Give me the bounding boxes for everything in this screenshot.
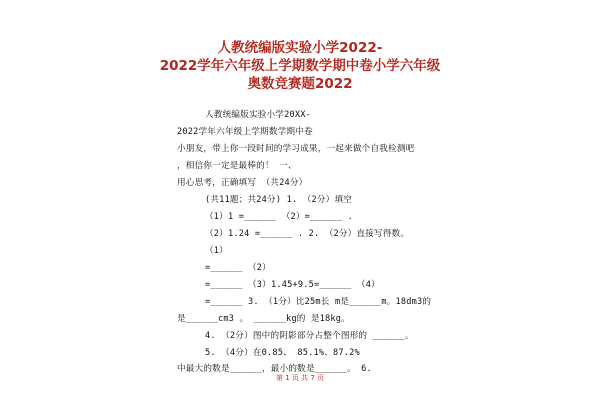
body-line: ，相信你一定是最棒的！ 一、 (177, 161, 297, 171)
page-footer: 第 1 页 共 7 页 (275, 374, 325, 382)
document-title-line-1: 人教统编版实验小学2022- (217, 40, 383, 56)
body-line: =______ （2） (205, 263, 271, 273)
body-line: （1） (205, 246, 228, 256)
body-line: 4. （2分）图中的阴影部分占整个图形的 ______。 (205, 331, 414, 341)
body-line: 人教统编版实验小学20XX- (205, 110, 312, 120)
body-line: 中最大的数是______，最小的数是______。 6. (177, 364, 372, 374)
document-title-line-2: 2022学年六年级上学期数学期中卷小学六年级 (159, 58, 441, 74)
body-line: =______ （3）1.45+9.5=______ （4） (205, 280, 380, 290)
body-line: (共11题；共24分) 1. （2分）填空 (205, 195, 353, 205)
body-line: =______ 3. （1分）比25m长 m是______m。18dm3的 (205, 297, 432, 307)
document-title-line-3: 奥数竞赛题2022 (247, 76, 353, 92)
body-line: 5. （4分）在0.85、 85.1%、87.2% (205, 348, 360, 358)
body-line: （1）1 =______ （2）=______ . (205, 212, 354, 222)
body-line: 2022学年六年级上学期数学期中卷 (177, 127, 313, 137)
body-line: 是______cm3 。 ______kg的 是18kg。 (177, 314, 350, 324)
body-line: 用心思考，正确填写 （共24分） (177, 178, 308, 188)
body-line: 小朋友，带上你一段时间的学习成果，一起来做个自我检测吧 (177, 144, 415, 154)
body-line: （2）1.24 =______ . 2. （2分）直接写得数。 (205, 229, 410, 239)
